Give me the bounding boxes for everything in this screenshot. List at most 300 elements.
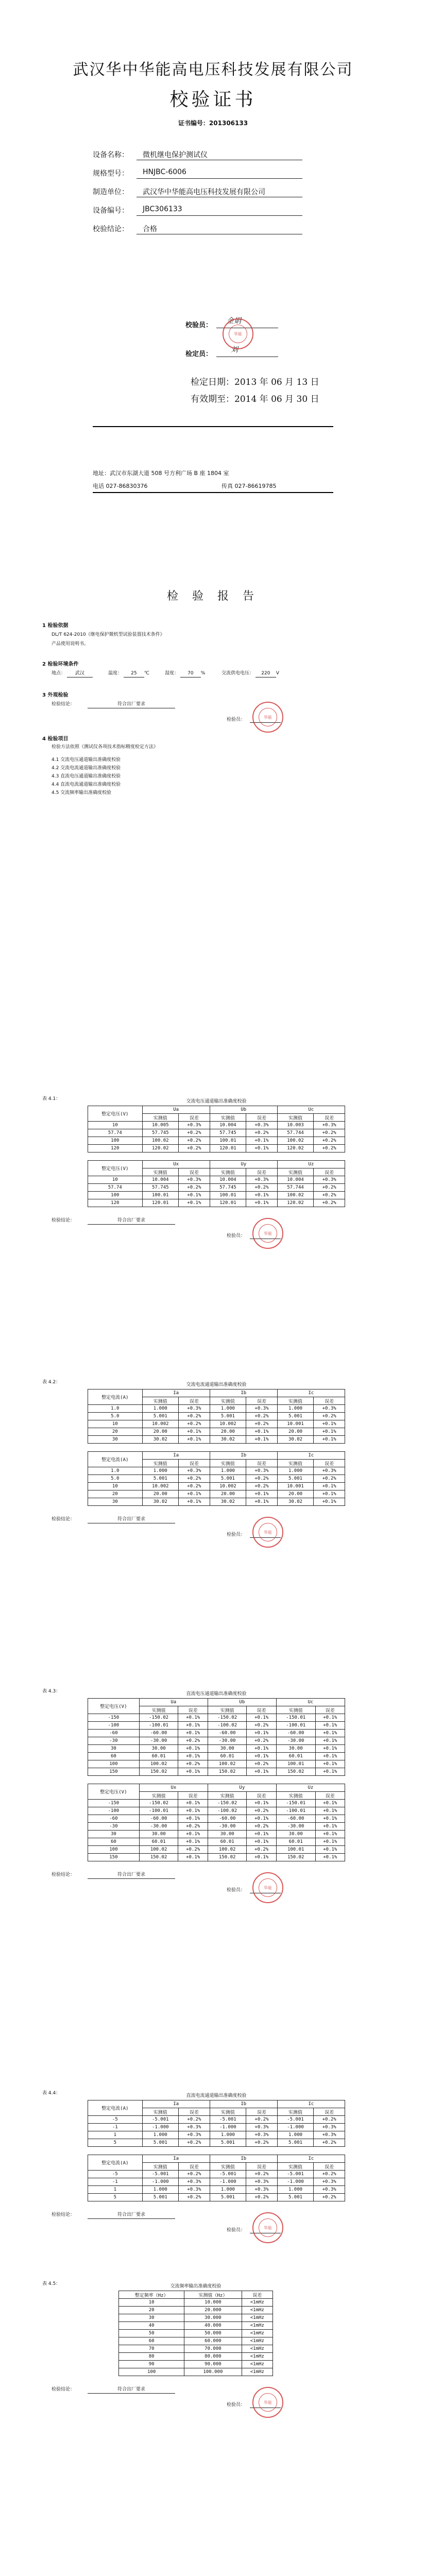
- table-cell: -60: [88, 1730, 140, 1737]
- table-cell: 10.004: [210, 1176, 246, 1184]
- table-cell: +0.1%: [315, 1838, 345, 1846]
- table-cell: +0.2%: [178, 2171, 210, 2178]
- field-value: 微机继电保护测试仪: [137, 149, 302, 160]
- table-cell: -60.00: [139, 1815, 178, 1823]
- table-cell: -5.001: [142, 2171, 178, 2178]
- table-cell: 100: [88, 1760, 140, 1768]
- env-humidity-value: 70: [180, 670, 201, 677]
- table-header-cell: 整定频率（Hz）: [119, 2291, 184, 2299]
- table-cell: +0.2%: [247, 1807, 276, 1815]
- table-cell: 100.02: [208, 1760, 247, 1768]
- table-cell: +0.2%: [178, 1413, 210, 1420]
- table-cell: +0.2%: [314, 1413, 345, 1420]
- table-cell: 1.000: [277, 2186, 313, 2194]
- table-cell: 70.000: [184, 2345, 242, 2353]
- table-cell: -5.001: [210, 2116, 246, 2124]
- table-cell: 120.01: [142, 1199, 178, 1207]
- table-cell: 60.01: [276, 1838, 315, 1846]
- exterior-heading: 3 外观检验: [42, 692, 69, 698]
- table-row: [88, 1800, 345, 1807]
- table-cell: 60.01: [276, 1753, 315, 1760]
- result-value: 符合出厂要求: [88, 1217, 175, 1225]
- table-header-cell: Ua: [142, 1106, 210, 1114]
- result-label: 检验结论：: [52, 2387, 75, 2392]
- table-cell: +0.1%: [246, 1199, 278, 1207]
- table-label: 表 4.1：: [42, 1096, 61, 1101]
- table-cell: 120.02: [142, 1145, 178, 1153]
- table-cell: +0.2%: [314, 2116, 345, 2124]
- table-cell: -60: [88, 1815, 140, 1823]
- table-cell: -30.00: [208, 1737, 247, 1745]
- table-cell: <1mHz: [242, 2299, 272, 2307]
- table-row: [119, 2361, 273, 2368]
- table-cell: 80: [119, 2353, 184, 2361]
- table-cell: 30: [88, 1745, 140, 1753]
- table-row: [88, 1831, 345, 1838]
- table-subheader-cell: 实测值: [210, 1168, 246, 1176]
- table-cell: 5.001: [277, 2194, 313, 2201]
- table-cell: -30: [88, 1823, 140, 1831]
- table-header-cell: Ux: [139, 1784, 208, 1792]
- table-cell: +0.3%: [314, 1405, 345, 1413]
- table-row: [88, 1122, 345, 1129]
- table-row: [88, 1714, 345, 1722]
- table-seal: 华能: [252, 1218, 283, 1249]
- table-cell: 1.000: [210, 1405, 246, 1413]
- table-cell: -30.00: [139, 1737, 178, 1745]
- table-cell: +0.2%: [314, 2171, 345, 2178]
- table-cell: +0.2%: [178, 2116, 210, 2124]
- table-header-cell: Ub: [210, 1106, 277, 1114]
- result-value: 符合出厂要求: [88, 1516, 175, 1523]
- table-cell: -150.02: [139, 1714, 178, 1722]
- table-cell: -150.02: [139, 1800, 178, 1807]
- table-cell: 10: [88, 1420, 143, 1428]
- table-cell: 30.02: [277, 1498, 313, 1506]
- table-checker-label: 检验员：: [227, 2402, 246, 2408]
- checker-signature: 金娟: [227, 317, 241, 325]
- table-cell: +0.1%: [246, 1498, 278, 1506]
- inspection-item: 4.5 交流频率输出准确度校验: [52, 790, 112, 795]
- table-cell: 100: [119, 2368, 184, 2376]
- table-cell: +0.1%: [247, 1831, 276, 1838]
- table-cell: -1: [88, 2178, 143, 2186]
- table-caption: 交流电流通道输出准确度校验: [186, 1382, 247, 1387]
- table-cell: 57.744: [277, 1184, 313, 1192]
- table-cell: -150.01: [276, 1714, 315, 1722]
- table-cell: +0.1%: [315, 1714, 345, 1722]
- table-cell: 10.004: [277, 1176, 313, 1184]
- table-row: [88, 2178, 345, 2186]
- table-subheader-cell: 实测值: [208, 1706, 247, 1714]
- table-cell: +0.3%: [178, 2178, 210, 2186]
- table-cell: 30.02: [142, 1498, 178, 1506]
- table-cell: 120: [88, 1199, 143, 1207]
- table-subheader-cell: 实测值: [276, 1792, 315, 1800]
- table-cell: <1mHz: [242, 2330, 272, 2337]
- table-subheader-cell: 误差: [247, 1706, 276, 1714]
- table-cell: +0.1%: [246, 1428, 278, 1436]
- table-cell: +0.2%: [314, 1145, 345, 1153]
- table-row: [88, 1420, 345, 1428]
- table-subheader-cell: 实测值: [210, 1114, 246, 1122]
- table-header-cell: 整定电流(A): [88, 1452, 143, 1467]
- table-cell: 150.02: [276, 1768, 315, 1776]
- table-header-cell: Uc: [276, 1699, 345, 1706]
- basis-line-1: DL/T 624-2010《继电保护微机型试验装置技术条件》: [52, 632, 165, 637]
- table-header-cell: Ia: [142, 2155, 210, 2163]
- footer-divider: [93, 426, 333, 427]
- basis-line-2: 产品使用说明书。: [52, 641, 89, 647]
- table-cell: 60.000: [184, 2337, 242, 2345]
- table-cell: +0.2%: [178, 1184, 210, 1192]
- field-label: 规格型号：: [93, 170, 129, 178]
- table-cell: 100: [88, 1192, 143, 1199]
- verifier-label: 检定员：: [185, 350, 213, 358]
- table-header-cell: Ic: [277, 2155, 345, 2163]
- table-header-cell: Ib: [210, 1452, 277, 1460]
- table-row: [88, 2186, 345, 2194]
- table-cell: +0.2%: [247, 1846, 276, 1854]
- data-table-t41-a: [88, 1106, 345, 1153]
- table-cell: -150.01: [276, 1800, 315, 1807]
- table-cell: -1.000: [277, 2178, 313, 2186]
- env-temp-label: 温度：: [108, 671, 123, 676]
- table-cell: -60.00: [208, 1730, 247, 1737]
- table-row: [88, 1176, 345, 1184]
- table-header-cell: Ua: [139, 1699, 208, 1706]
- items-note: 检验方法依照《测试仪各项技术指标精度检定方法》: [52, 744, 159, 750]
- table-subheader-cell: 误差: [314, 1397, 345, 1405]
- table-cell: +0.2%: [178, 1475, 210, 1483]
- table-header-cell: Uz: [276, 1784, 345, 1792]
- table-cell: +0.1%: [178, 1490, 210, 1498]
- table-cell: 5: [88, 2194, 143, 2201]
- table-cell: +0.1%: [178, 1831, 208, 1838]
- table-row: [88, 2139, 345, 2147]
- table-cell: +0.1%: [178, 1436, 210, 1444]
- table-cell: +0.2%: [178, 1483, 210, 1490]
- basis-heading: 1 检验依据: [42, 623, 69, 629]
- table-header-cell: Ia: [142, 1389, 210, 1397]
- table-subheader-cell: 实测值: [277, 1114, 313, 1122]
- table-cell: 1.000: [142, 1405, 178, 1413]
- table-cell: -150: [88, 1800, 140, 1807]
- table-cell: 10: [119, 2299, 184, 2307]
- env-humidity-label: 湿度：: [165, 671, 179, 676]
- table-label: 表 4.3：: [42, 1689, 61, 1694]
- table-cell: -1.000: [210, 2124, 246, 2131]
- table-cell: +0.2%: [314, 1199, 345, 1207]
- table-cell: +0.3%: [314, 2131, 345, 2139]
- table-subheader-cell: 误差: [314, 1460, 345, 1467]
- table-cell: 150.02: [208, 1854, 247, 1861]
- table-cell: 60: [88, 1753, 140, 1760]
- table-cell: +0.1%: [178, 1498, 210, 1506]
- table-cell: -60.00: [139, 1730, 178, 1737]
- table-cell: +0.3%: [314, 1176, 345, 1184]
- table-subheader-cell: 误差: [178, 1460, 210, 1467]
- table-cell: 100.02: [139, 1846, 178, 1854]
- table-cell: <1mHz: [242, 2353, 272, 2361]
- data-table-t43-a: [88, 1698, 345, 1776]
- table-cell: 30: [88, 1498, 143, 1506]
- table-cell: -100.01: [276, 1722, 315, 1730]
- table-cell: +0.3%: [246, 1467, 278, 1475]
- table-cell: +0.3%: [178, 1176, 210, 1184]
- table-row: [88, 1483, 345, 1490]
- certificate-number-label: 证书编号：: [178, 120, 209, 127]
- table-cell: 5.001: [210, 1413, 246, 1420]
- table-cell: 1.000: [142, 1467, 178, 1475]
- table-cell: <1mHz: [242, 2314, 272, 2322]
- table-cell: 57.74: [88, 1129, 143, 1137]
- table-cell: +0.1%: [246, 1490, 278, 1498]
- table-cell: 5.0: [88, 1475, 143, 1483]
- table-cell: +0.1%: [178, 1838, 208, 1846]
- table-subheader-cell: 误差: [246, 2163, 278, 2171]
- env-humidity: [165, 670, 205, 677]
- table-subheader-cell: 实测值: [139, 1706, 178, 1714]
- table-cell: +0.2%: [246, 1129, 278, 1137]
- table-header-cell: Ic: [277, 2100, 345, 2108]
- table-cell: 100.01: [210, 1137, 246, 1145]
- table-cell: 120.01: [210, 1145, 246, 1153]
- table-row: [88, 1428, 345, 1436]
- table-cell: 120.01: [210, 1199, 246, 1207]
- table-header-cell: 整定电压(V): [88, 1161, 143, 1176]
- table-header-cell: Ub: [208, 1699, 276, 1706]
- table-cell: +0.3%: [314, 1122, 345, 1129]
- table-cell: -1.000: [142, 2124, 178, 2131]
- table-cell: 90.000: [184, 2361, 242, 2368]
- table-cell: -60.00: [276, 1815, 315, 1823]
- table-cell: +0.1%: [178, 1753, 208, 1760]
- table-subheader-cell: 误差: [315, 1792, 345, 1800]
- valid-date-value: 2014 年 06 月 30 日: [234, 394, 319, 404]
- table-subheader-cell: 误差: [178, 1114, 210, 1122]
- table-subheader-cell: 误差: [178, 1706, 208, 1714]
- table-cell: 10.000: [184, 2299, 242, 2307]
- table-subheader-cell: 误差: [314, 1168, 345, 1176]
- table-row: [119, 2314, 273, 2322]
- table-cell: -100.01: [139, 1722, 178, 1730]
- check-date: [191, 375, 319, 387]
- table-subheader-cell: 误差: [314, 2163, 345, 2171]
- table-row: [88, 1490, 345, 1498]
- table-seal: 华能: [252, 1872, 283, 1903]
- table-cell: -5.001: [210, 2171, 246, 2178]
- field-value: 武汉华中华能高电压科技发展有限公司: [137, 187, 302, 197]
- table-subheader-cell: 实测值: [142, 1460, 178, 1467]
- table-cell: +0.1%: [247, 1854, 276, 1861]
- table-header-cell: Ib: [210, 1389, 277, 1397]
- table-cell: +0.1%: [314, 1498, 345, 1506]
- table-cell: 120.02: [277, 1145, 313, 1153]
- table-cell: +0.2%: [246, 2116, 278, 2124]
- table-header-cell: Ic: [277, 1389, 345, 1397]
- table-cell: 50.000: [184, 2330, 242, 2337]
- table-cell: <1mHz: [242, 2345, 272, 2353]
- table-cell: 1.000: [210, 1467, 246, 1475]
- table-cell: 5.001: [210, 1475, 246, 1483]
- table-cell: +0.3%: [178, 2124, 210, 2131]
- table-cell: 150.02: [208, 1768, 247, 1776]
- table-cell: 30.02: [277, 1436, 313, 1444]
- table-header-row: [88, 1389, 345, 1397]
- result-label: 检验结论：: [52, 1517, 75, 1522]
- env-temp: [108, 670, 149, 677]
- table-cell: -100.01: [276, 1807, 315, 1815]
- table-subheader-cell: 实测值: [210, 1397, 246, 1405]
- data-table-frequency: [118, 2291, 273, 2376]
- table-label: 表 4.2：: [42, 1380, 61, 1385]
- table-cell: +0.2%: [314, 1184, 345, 1192]
- table-cell: +0.2%: [178, 2194, 210, 2201]
- inspection-item: 4.3 直流电压通道输出准确度校验: [52, 774, 121, 779]
- table-row: [88, 2131, 345, 2139]
- table-cell: +0.3%: [246, 1176, 278, 1184]
- table-cell: -5: [88, 2116, 143, 2124]
- table-row: [88, 1192, 345, 1199]
- table-cell: 100.02: [208, 1846, 247, 1854]
- table-subheader-cell: 实测值: [142, 2108, 178, 2116]
- table-cell: 1.000: [142, 2131, 178, 2139]
- table-cell: +0.1%: [247, 1838, 276, 1846]
- check-date-label: 检定日期：: [191, 377, 234, 387]
- table-subheader-cell: 实测值: [142, 2163, 178, 2171]
- inspection-item: 4.2 交流电流通道输出准确度校验: [52, 766, 121, 771]
- table-row: [88, 1768, 345, 1776]
- table-cell: 70: [119, 2345, 184, 2353]
- table-cell: -1.000: [277, 2124, 313, 2131]
- table-cell: +0.1%: [178, 1815, 208, 1823]
- table-cell: 10.002: [210, 1483, 246, 1490]
- inspection-item: 4.1 交流电压通道输出准确度校验: [52, 757, 121, 762]
- table-cell: 20.00: [210, 1428, 246, 1436]
- table-row: [88, 1815, 345, 1823]
- table-row: [88, 1145, 345, 1153]
- table-cell: +0.1%: [247, 1730, 276, 1737]
- table-checker-label: 检验员：: [227, 2228, 246, 2233]
- table-cell: 90: [119, 2361, 184, 2368]
- env-temp-value: 25: [124, 670, 144, 677]
- table-cell: +0.2%: [178, 1137, 210, 1145]
- table-cell: -5.001: [142, 2116, 178, 2124]
- table-subheader-cell: 误差: [314, 2108, 345, 2116]
- table-row: [88, 2171, 345, 2178]
- field-label: 制造单位：: [93, 188, 129, 196]
- table-cell: 60.01: [139, 1838, 178, 1846]
- table-cell: -100: [88, 1722, 140, 1730]
- table-cell: 5.001: [277, 2139, 313, 2147]
- result-label: 检验结论：: [52, 1218, 75, 1223]
- table-row: [88, 1760, 345, 1768]
- table-cell: +0.1%: [314, 1420, 345, 1428]
- table-cell: +0.3%: [246, 2124, 278, 2131]
- table-cell: 30.00: [276, 1831, 315, 1838]
- table-header-row: [88, 2100, 345, 2108]
- table-cell: +0.2%: [178, 1737, 208, 1745]
- table-cell: +0.2%: [246, 1184, 278, 1192]
- table-cell: +0.1%: [315, 1807, 345, 1815]
- items-heading: 4 检验项目: [42, 736, 69, 742]
- table-caption: 直流电流通道输出准确度校验: [186, 2093, 247, 2098]
- result-label: 检验结论：: [52, 1872, 75, 1877]
- table-seal: 华能: [252, 2387, 283, 2418]
- table-cell: +0.2%: [178, 1846, 208, 1854]
- table-subheader-cell: 实测值: [276, 1706, 315, 1714]
- table-cell: +0.1%: [315, 1722, 345, 1730]
- exterior-seal: 华能: [252, 702, 283, 733]
- table-subheader-cell: 误差: [247, 1792, 276, 1800]
- table-cell: +0.2%: [247, 1722, 276, 1730]
- table-cell: 10.001: [277, 1483, 313, 1490]
- table-cell: +0.2%: [247, 1760, 276, 1768]
- data-table-t41-b: [88, 1160, 345, 1207]
- table-cell: 10.002: [142, 1483, 178, 1490]
- table-cell: 5.001: [142, 2194, 178, 2201]
- table-cell: +0.3%: [178, 1405, 210, 1413]
- table-cell: +0.1%: [314, 1483, 345, 1490]
- table-cell: +0.3%: [246, 2178, 278, 2186]
- table-row: [119, 2299, 273, 2307]
- table-cell: 30.00: [139, 1745, 178, 1753]
- env-voltage: [221, 670, 279, 677]
- env-heading: 2 检验环境条件: [42, 662, 79, 667]
- table-header-row: [119, 2291, 273, 2299]
- table-row: [119, 2368, 273, 2376]
- table-cell: +0.1%: [315, 1823, 345, 1831]
- table-cell: 57.744: [277, 1129, 313, 1137]
- table-cell: +0.1%: [178, 1428, 210, 1436]
- table-cell: +0.1%: [246, 1137, 278, 1145]
- table-cell: 10: [88, 1122, 143, 1129]
- table-cell: 20.00: [142, 1428, 178, 1436]
- table-header-row: [88, 1699, 345, 1706]
- document-title: 校验证书: [169, 89, 257, 110]
- table-cell: +0.1%: [315, 1760, 345, 1768]
- table-cell: 1.000: [277, 2131, 313, 2139]
- table-subheader-cell: 实测值: [277, 2163, 313, 2171]
- table-subheader-cell: 实测值: [208, 1792, 247, 1800]
- data-table-t42-a: [88, 1389, 345, 1444]
- table-header-cell: Ib: [210, 2100, 277, 2108]
- table-cell: 10.005: [142, 1122, 178, 1129]
- table-cell: 20.00: [277, 1490, 313, 1498]
- table-cell: 5.001: [142, 1413, 178, 1420]
- table-subheader-cell: 实测值: [277, 2108, 313, 2116]
- table-header-cell: Uc: [277, 1106, 345, 1114]
- table-row: [88, 1737, 345, 1745]
- company-seal: 华能: [223, 318, 253, 349]
- table-subheader-cell: 误差: [178, 2163, 210, 2171]
- certificate-number-value: 201306133: [209, 120, 248, 127]
- table-subheader-cell: 误差: [246, 1114, 278, 1122]
- table-row: [119, 2345, 273, 2353]
- table-cell: +0.2%: [246, 1413, 278, 1420]
- table-cell: 10.004: [142, 1176, 178, 1184]
- table-cell: +0.1%: [315, 1768, 345, 1776]
- table-cell: 1: [88, 2186, 143, 2194]
- table-cell: -100.02: [208, 1807, 247, 1815]
- table-subheader-cell: 误差: [246, 2108, 278, 2116]
- table-checker-label: 检验员：: [227, 1233, 246, 1239]
- table-cell: 10.004: [210, 1122, 246, 1129]
- table-cell: 120.02: [277, 1199, 313, 1207]
- table-cell: 5.001: [142, 2139, 178, 2147]
- table-cell: 10.001: [277, 1420, 313, 1428]
